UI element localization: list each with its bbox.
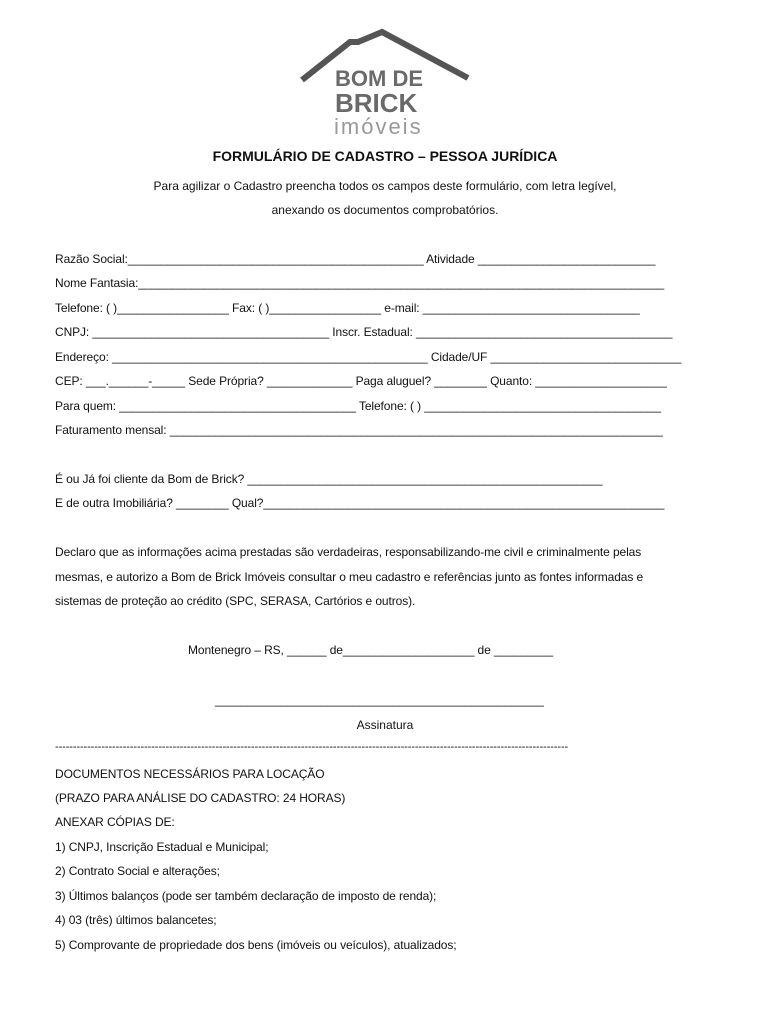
docs-item: 2) Contrato Social e alterações; — [55, 864, 220, 878]
logo-house-roof-icon — [290, 28, 490, 138]
field-nome-fantasia[interactable]: Nome Fantasia:________________________________________________________________________________ — [55, 276, 665, 290]
docs-attach: ANEXAR CÓPIAS DE: — [55, 815, 175, 829]
field-cep-sede-aluguel[interactable]: CEP: ___.______-_____ Sede Própria? _____________ Paga aluguel? ________ Quanto: ____________________ — [55, 374, 667, 388]
intro-line-2: anexando os documentos comprobatórios. — [271, 203, 499, 217]
field-faturamento[interactable]: Faturamento mensal: ___________________________________________________________________________ — [55, 423, 663, 437]
signature-line[interactable]: __________________________________________________ — [215, 693, 544, 707]
declaration-line-1: Declaro que as informações acima prestadas são verdadeiras, responsabilizando-me civil e criminalmente pelas — [55, 545, 642, 559]
intro-line-1: Para agilizar o Cadastro preencha todos os campos deste formulário, com letra legível, — [153, 179, 617, 193]
field-razao-social[interactable]: Razão Social:_____________________________________________ Atividade ___________________________ — [55, 252, 656, 266]
docs-item: 5) Comprovante de propriedade dos bens (imóveis ou veículos), atualizados; — [55, 938, 457, 952]
form-title: FORMULÁRIO DE CADASTRO – PESSOA JURÍDICA — [212, 148, 558, 164]
field-cliente-bom-de-brick[interactable]: É ou Já foi cliente da Bom de Brick? ______________________________________________________ — [55, 472, 603, 486]
logo-line2: BRICK — [335, 88, 418, 118]
docs-item: 4) 03 (três) últimos balancetes; — [55, 913, 217, 927]
logo-line3: imóveis — [334, 114, 423, 138]
signature-label: Assinatura — [356, 718, 414, 732]
field-telefone-fax-email[interactable]: Telefone: ( )_________________ Fax: ( )_________________ e-mail: _________________________________ — [55, 301, 640, 315]
field-para-quem-telefone[interactable]: Para quem: ____________________________________ Telefone: ( ) ____________________________________ — [55, 399, 661, 413]
declaration-line-2: mesmas, e autorizo a Bom de Brick Imóveis consultar o meu cadastro e referências junto as fontes informadas e — [55, 570, 644, 584]
declaration-line-3: sistemas de proteção ao crédito (SPC, SERASA, Cartórios e outros). — [55, 594, 416, 608]
date-line[interactable]: Montenegro – RS, ______ de____________________ de _________ — [188, 643, 554, 657]
docs-item: 3) Últimos balanços (pode ser também declaração de imposto de renda); — [55, 889, 437, 903]
field-endereco-cidade[interactable]: Endereço: ________________________________________________ Cidade/UF _____________________________ — [55, 350, 682, 364]
field-cnpj-inscricao[interactable]: CNPJ: ____________________________________ Inscr. Estadual: _______________________________________ — [55, 325, 673, 339]
company-logo — [290, 28, 490, 138]
field-outra-imobiliaria[interactable]: E de outra Imobiliária? ________ Qual?_____________________________________________________________ — [55, 496, 665, 510]
docs-item: 1) CNPJ, Inscrição Estadual e Municipal; — [55, 840, 269, 854]
logo-line1: BOM DE — [335, 66, 423, 91]
docs-heading: DOCUMENTOS NECESSÁRIOS PARA LOCAÇÃO — [55, 767, 325, 781]
separator: ------------------------------------------------------------------------------------------------------------------------------------------------ — [55, 741, 569, 753]
docs-deadline: (PRAZO PARA ANÁLISE DO CADASTRO: 24 HORAS) — [55, 791, 346, 805]
